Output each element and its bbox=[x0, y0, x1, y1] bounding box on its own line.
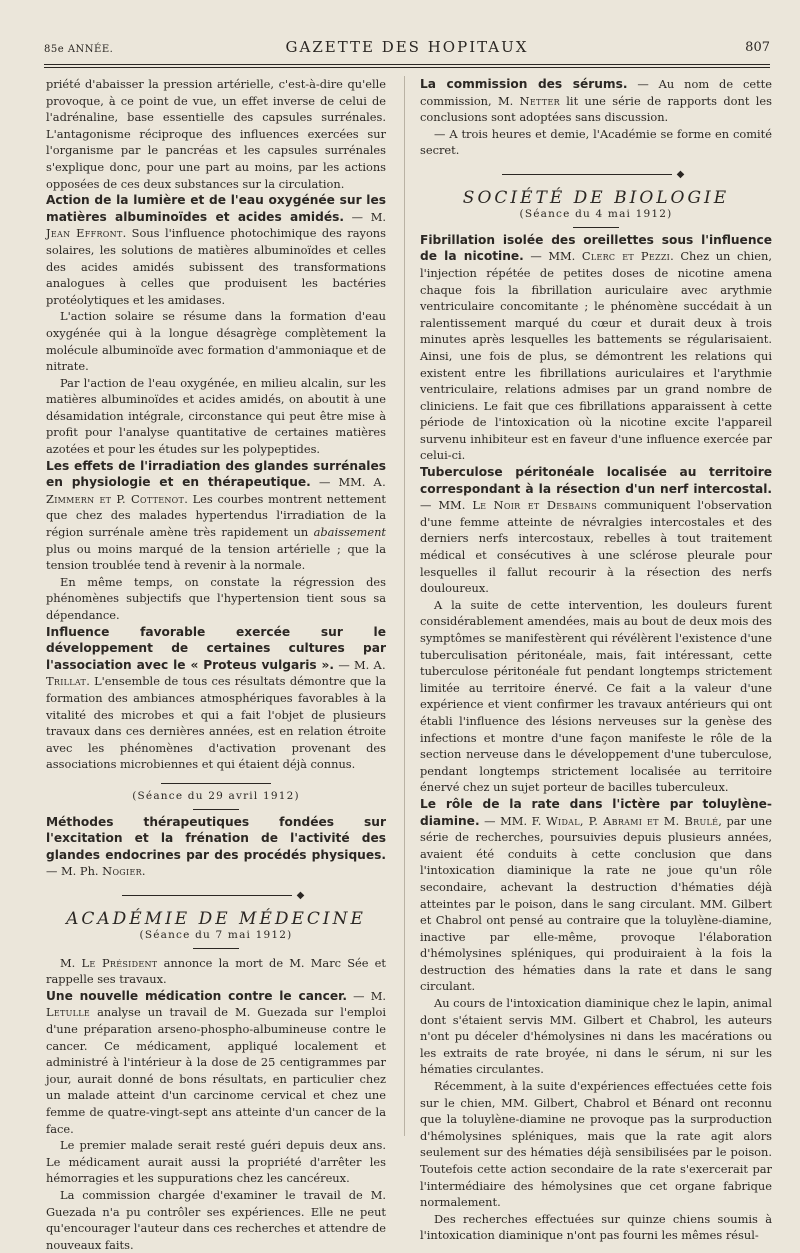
section-rule bbox=[193, 948, 239, 949]
author-name: A. Trillat bbox=[46, 657, 386, 689]
paragraph: Au cours de l'intoxication diaminique chez le lapin, animal dont s'étaient servis MM. Gilbert et Chabrol, les auteurs n'ont pu déceler d'hémolysines ni dans les macérations ou les extraits de rate broyée, ni dans le sérum, ni sur les hématies circulantes. bbox=[420, 996, 772, 1077]
session-date: (Séance du 7 mai 1912) bbox=[139, 929, 293, 942]
author-name: Jean Effront bbox=[46, 226, 123, 241]
session-date: (Séance du 4 mai 1912) bbox=[519, 208, 673, 221]
paragraph: Par l'action de l'eau oxygénée, en milieu alcalin, sur les matières albuminoïdes et acides amidés, on aboutit à une désamidation intégrale, circonstance qui peut être mise à profit pour l'analyse quantitative de certaines matières azotées et pour les études sur les polypeptides. bbox=[46, 375, 386, 457]
section-rule bbox=[161, 783, 271, 784]
author-name: Letulle bbox=[46, 1005, 91, 1020]
paragraph: En même temps, on constate la régression des phénomènes subjectifs que l'hypertension tient sous sa dépendance. bbox=[46, 574, 386, 622]
dash: — M. bbox=[343, 209, 386, 224]
paragraph: Récemment, à la suite d'expériences effectuées cette fois sur le chien, MM. Gilbert, Chabrol et Bénard ont reconnu que la toluylène-diamine ne provoque pas la surproduction d'hémolysines spléniques, mais que la rate agit alors seulement sur des hématies déjà sensibilisées par le poison. Toutefois cette action secondaire de la rate s'exercerait par l'intermédiaire des hémolysines que cet organe fabrique normalement. bbox=[420, 1079, 772, 1210]
dash: — M. Ph. bbox=[46, 864, 103, 879]
article-body: analyse un travail de M. Guezada sur l'emploi d'une préparation arseno-phospho-albumineuse contre le cancer. Ce médicament, appliqué localement et administré à l'intérieur à la dose de 25 centigrammes par jour, aurait donné de bons résultats, en particulier chez un malade atteint d'un carcinome cervical et chez une femme de quatre-vingt-sept ans atteinte d'un cancer de la face. bbox=[46, 1005, 386, 1136]
header-rule-thin bbox=[44, 67, 770, 68]
article-body: communiquent l'observation d'une femme atteinte de névralgies intercostales et des derniers nerfs intercostaux, rebelles à tout traitement médical et consécutives à une sclérose pleurale pour lesquelles il fallut recourir à la résection des nerfs douloureux. bbox=[420, 498, 772, 596]
article-title: Fibrillation isolée des oreillettes sous l'influence de la nicotine. bbox=[420, 232, 772, 264]
paragraph: Des recherches effectuées sur quinze chiens soumis à l'intoxication diaminique n'ont pas fourni les mêmes résul- bbox=[420, 1211, 772, 1243]
article-body: annonce la mort de M. Marc Sée et rappelle ses travaux. bbox=[46, 955, 386, 987]
page-number: 807 bbox=[745, 40, 770, 55]
column-divider bbox=[404, 76, 405, 1136]
author-name: Widal, P. Abrami et M. Brulé bbox=[545, 813, 719, 828]
paragraph: La commission chargée d'examiner le travail de M. Guezada n'a pu contrôler ses expériences. Elle ne peut qu'encourager l'auteur dans ces recherches et attendre de nouveaux faits. bbox=[46, 1188, 386, 1252]
section-rule bbox=[193, 809, 239, 810]
right-column bbox=[420, 76, 772, 1244]
paragraph bbox=[46, 955, 386, 988]
paragraph: L'action solaire se résume dans la formation d'eau oxygénée qui à la longue désagrège complètement la molécule albuminoïde avec formation d'ammoniaque et de nitrate. bbox=[46, 309, 386, 374]
author-name: A. Zimmern et P. Cottenot bbox=[46, 475, 386, 506]
author-name: Nogier bbox=[102, 864, 142, 879]
header-rule bbox=[44, 64, 770, 65]
dash: — M. bbox=[347, 988, 386, 1003]
article-title: Tuberculose péritonéale localisée au territoire correspondant à la résection d'un nerf intercostal. bbox=[420, 465, 772, 496]
article-title: Méthodes thérapeutiques fondées sur l'excitation et la frénation de l'activité des glandes endocrines par des procédés physiques. bbox=[46, 814, 386, 862]
running-head bbox=[44, 38, 770, 60]
academy-heading: ACADÉMIE DE MÉDECINE bbox=[66, 908, 366, 929]
prefix: M. bbox=[60, 955, 82, 970]
article-body: plus ou moins marqué de la tension artérielle ; que la tension troublée tend à revenir à la normale. bbox=[46, 541, 386, 573]
emphasis: abaissement bbox=[313, 525, 386, 540]
article-title: Action de la lumière et de l'eau oxygénée sur les matières albuminoïdes et acides amidés. bbox=[46, 193, 386, 224]
dash: — MM. F. bbox=[479, 813, 546, 828]
paragraph: A la suite de cette intervention, les douleurs furent considérablement amendées, mais au bout de deux mois des symptômes se manifestèrent qui révélèrent l'existence d'une tuberculisation péritonéale, mais, fait intéressant, cette tuberculose péritonéale fut pendant longtemps strictement limitée au territoire énervé. Ce fait a la valeur d'une expérience et vient confirmer les travaux antérieurs qui ont établi l'influence des lésions nerveuses sur la genèse des infections et montre d'une façon manifeste le rôle de la section nerveuse dans le développement d'une tuberculose, pendant longtemps strictement localisée au territoire énervé chez un sujet porteur de bacilles tuberculeux. bbox=[420, 597, 772, 795]
article-title: Une nouvelle médication contre le cancer. bbox=[46, 988, 347, 1003]
article-body: . Sous l'influence photochimique des rayons solaires, les solutions de matières albuminoïdes et celles des acides amidés subissent des transformations analogues à celles que produisent les bactéries protéolytiques et les amidases. bbox=[46, 226, 386, 307]
article-title: La commission des sérums. bbox=[420, 77, 628, 91]
paragraph: Le premier malade serait resté guéri depuis deux ans. Le médicament aurait aussi la propriété d'arrêter les hémorragies et les suppurations chez les cancéreux. bbox=[46, 1138, 386, 1186]
article-body: . Chez un chien, l'injection répétée de petites doses de nicotine amena chaque fois la fibrillation auriculaire avec arythmie ventriculaire concomitante ; le phénomène succédait à un ralentissement marqué du cœur et durait deux à trois minutes après lesquelles les battements se régularisaient. Ainsi, une fois de plus, se démontrent les relations qui existent entre les fibrillations auriculaires et l'arythmie ventriculaire, relations admises par un grand nombre de cliniciens. Le fait que ces fibrillations apparaissent à cette période de l'intoxication où la nicotine excite l'appareil survenu inhibiteur est en faveur d'une influence exercée par celui-ci. bbox=[420, 249, 772, 463]
paragraph: priété d'abaisser la pression artérielle, c'est-à-dire qu'elle provoque, à ce point de vue, un effet inverse de celui de l'adrénaline, base essentielle des capsules surrénales. L'antagonisme réciproque des influences exercées sur l'organisme par le pancréas et les capsules surrénales s'explique donc, pour une part au moins, par les actions opposées de ces deux substances sur la circulation. bbox=[46, 77, 386, 191]
punctuation: . bbox=[141, 864, 146, 879]
dash: — MM. bbox=[420, 498, 473, 513]
paragraph: — A trois heures et demie, l'Académie se forme en comité secret. bbox=[420, 126, 772, 158]
author-name: Clerc et Pezzi bbox=[581, 249, 671, 264]
dash: — MM. bbox=[310, 475, 374, 490]
author-name: Le Président bbox=[81, 955, 158, 970]
left-column bbox=[46, 76, 386, 1253]
article-body: — Au nom de cette commission, M. bbox=[420, 77, 772, 108]
article-title: Influence favorable exercée sur le développement de certaines cultures par l'association avec le « Proteus vulgaris ». bbox=[46, 624, 386, 672]
dash: — M. bbox=[334, 657, 374, 672]
article-body: . Les courbes montrent nettement que chez des malades hypertendus l'irradiation de la région surrénale amène très rapidement un bbox=[46, 491, 386, 540]
dash: — MM. bbox=[523, 249, 582, 264]
section-rule bbox=[573, 227, 619, 228]
ornament-rule: ◆ bbox=[420, 167, 772, 184]
society-heading: SOCIÉTÉ DE BIOLOGIE bbox=[462, 187, 730, 208]
journal-title: GAZETTE DES HOPITAUX bbox=[285, 38, 529, 56]
article-title: Le rôle de la rate dans l'ictère par toluylène-diamine. bbox=[420, 796, 772, 828]
volume-label: 85e ANNÉE. bbox=[44, 44, 114, 55]
article-body: lit une série de rapports dont les conclusions sont adoptées sans discussion. bbox=[420, 93, 772, 125]
article-title: Les effets de l'irradiation des glandes surrénales en physiologie et en thérapeutique. bbox=[46, 458, 386, 490]
author-name: Netter bbox=[519, 93, 560, 108]
author-name: Le Noir et Desbains bbox=[472, 498, 597, 513]
article-body: . L'ensemble de tous ces résultats démontre que la formation des ambiances atmosphériques favorables à la vitalité des microbes et qui a fait l'objet de plusieurs travaux dans ces dernières années, est en relation étroite avec les phénomènes d'activation provenant des associations microbiennes et qui étaient déjà connus. bbox=[46, 674, 386, 772]
session-date: (Séance du 29 avril 1912) bbox=[132, 789, 300, 802]
ornament-rule: ◆ bbox=[46, 888, 386, 905]
article-body: , par une série de recherches, poursuivies depuis plusieurs années, avaient été conduits à cette conclusion que dans l'intoxication diaminique la rate ne joue qu'un rôle secondaire, achevant la destruction d'hématies déjà atteintes par le poison, dans le sang circulant. MM. Gilbert et Chabrol ont pensé au contraire que la toluylène-diamine, inactive par elle-même, provoque l'élaboration d'hémolysines spléniques, qui produiraient à la fois la destruction des hématies dans la rate et dans le sang circulant. bbox=[420, 813, 772, 994]
